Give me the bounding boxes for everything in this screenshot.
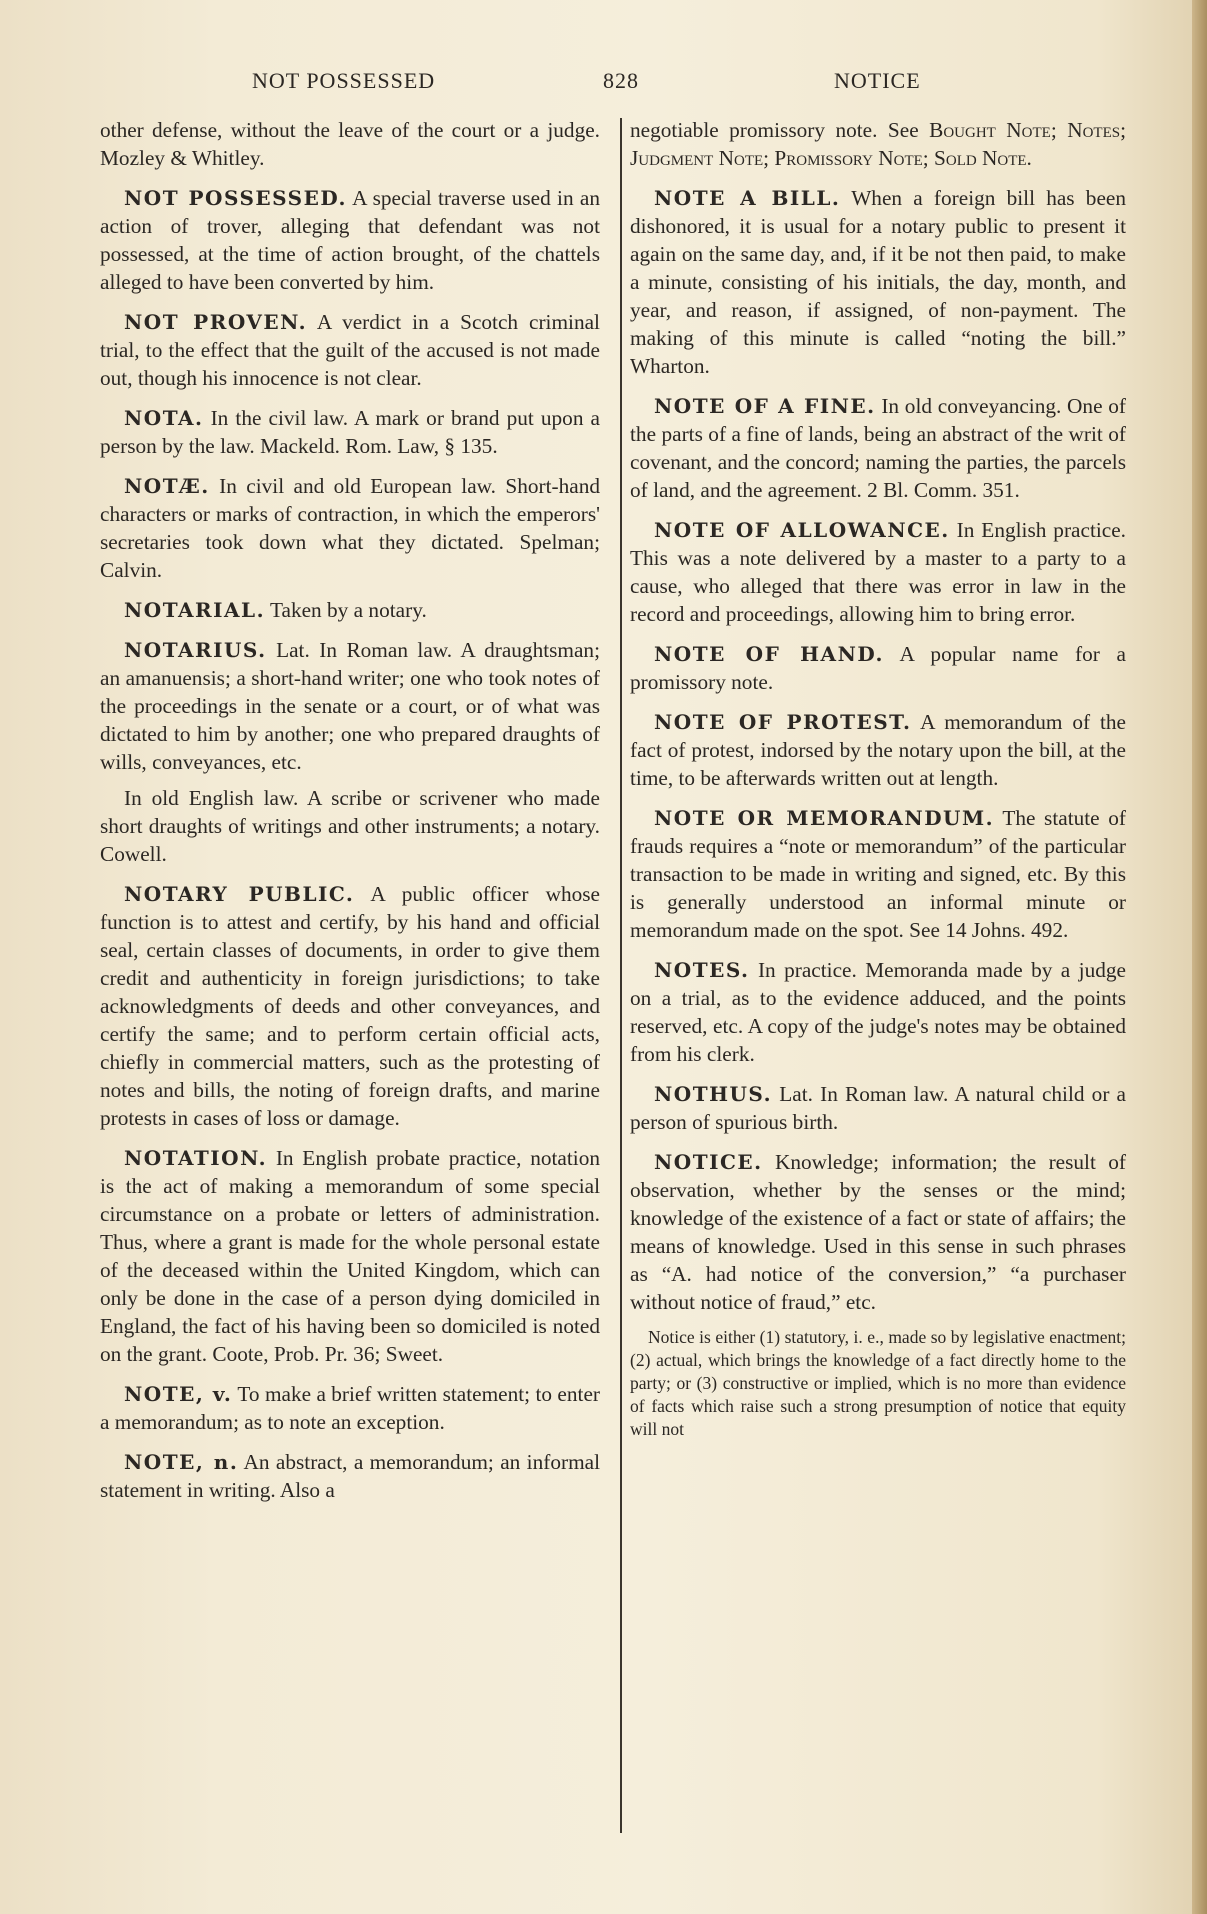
entry-text: Lat. In Roman law. A natural child or a person of spurious birth. bbox=[630, 1082, 1127, 1134]
entry-text: A verdict in a Scotch criminal trial, to the effect that the guilt of the accused is not made out, though his innocence is not clear. bbox=[100, 310, 600, 390]
headword: NOTARIUS. bbox=[124, 638, 267, 662]
running-header bbox=[0, 68, 1192, 102]
entry-continuation bbox=[630, 116, 1126, 172]
left-column bbox=[100, 116, 600, 1516]
entry-text: A public officer whose function is to attest and certify, by his hand and official seal, certain classes of documents, in order to give them credit and authenticity in foreign jurisdictions; to take acknowledgments of deeds and other conveyances, and certify the same; and to perform certain official acts, chiefly in commercial matters, such as the protesting of notes and bills, the noting of foreign drafts, and marine protests in cases of loss or damage. bbox=[100, 882, 600, 1130]
headword: NOT PROVEN. bbox=[124, 310, 308, 334]
entry-notarial bbox=[100, 596, 600, 624]
headword: NOTES. bbox=[654, 958, 750, 982]
entry-note-of-hand bbox=[630, 640, 1126, 696]
headword: NOT POSSESSED. bbox=[124, 186, 347, 210]
right-column bbox=[630, 116, 1126, 1453]
headword: NOTE OR MEMORANDUM. bbox=[654, 806, 995, 830]
entry-text: In old English law. A scribe or scrivener who made short draughts of writings and other instruments; a notary. Cowell. bbox=[100, 786, 600, 866]
entry-text: In practice. Memoranda made by a judge on a trial, as to the evidence adduced, and the points reserved, etc. A copy of the judge's notes may be obtained from his clerk. bbox=[630, 958, 1126, 1066]
entry-note-noun bbox=[100, 1448, 600, 1504]
headword: NOTICE. bbox=[654, 1150, 763, 1174]
entry-notarius-subsense bbox=[100, 784, 600, 868]
entry-text: Taken by a notary. bbox=[269, 598, 427, 622]
entry-text: An abstract, a memorandum; an informal statement in writing. Also a bbox=[100, 1450, 601, 1502]
headword: NOTHUS. bbox=[654, 1082, 773, 1106]
entry-notarius bbox=[100, 636, 600, 776]
entry-note-of-protest bbox=[630, 708, 1126, 792]
headword: NOTARY PUBLIC. bbox=[124, 882, 355, 906]
entry-note-or-memorandum bbox=[630, 804, 1126, 944]
entry-text: A popular name for a promissory note. bbox=[630, 642, 1127, 694]
entry-text: In civil and old European law. Short-hand characters or marks of contraction, in which the emperors' secretaries took down what they dictated. Spelman; Calvin. bbox=[100, 474, 601, 582]
entry-note-a-bill bbox=[630, 184, 1126, 380]
entry-text: negotiable promissory note. See bbox=[630, 118, 919, 142]
entry-not-possessed bbox=[100, 184, 600, 296]
header-right-guideword: NOTICE bbox=[834, 68, 921, 93]
entry-text: The statute of frauds requires a “note or memorandum” of the particular transaction to be made in writing and signed, etc. By this is generally understood an informal minute or memorandum made on the spot. See 14 Johns. 492. bbox=[630, 806, 1126, 942]
headword: NOTE A BILL. bbox=[654, 186, 841, 210]
entry-text: In English practice. This was a note delivered by a master to a party to a cause, who alleged that there was error in law in the record and proceedings, allowing him to bring error. bbox=[630, 518, 1127, 626]
headword: NOTÆ. bbox=[124, 474, 210, 498]
entry-notae bbox=[100, 472, 600, 584]
headword: NOTE OF ALLOWANCE. bbox=[654, 518, 950, 542]
headword: NOTE, n. bbox=[124, 1450, 239, 1474]
entry-text: When a foreign bill has been dishonored, it is usual for a notary public to present it again on the same day, and, if it be not then paid, to make a minute, consisting of his initials, the day, month, and year, and reason, if assigned, of non-payment. The making of this minute is called “noting the bill.” Wharton. bbox=[630, 186, 1126, 378]
headword: NOTE, v. bbox=[124, 1382, 233, 1406]
cross-references: Bought Note; Notes; Judgment Note; Promissory Note; Sold Note. bbox=[630, 118, 1126, 170]
entry-text: In English probate practice, notation is the act of making a memorandum of some special circumstance on a probate or letters of administration. Thus, where a grant is made for the whole personal estate of the deceased within the United Kingdom, which can only be done in the case of a person dying domiciled in England, the fact of his having been so domiciled is noted on the grant. Coote, Prob. Pr. 36; Sweet. bbox=[100, 1146, 601, 1366]
headword: NOTE OF HAND. bbox=[654, 642, 884, 666]
entry-note-verb bbox=[100, 1380, 600, 1436]
notice-small-print: Notice is either (1) statutory, i. e., made so by legislative enactment; (2) actual, which brings the knowledge of a fact directly home to the party; or (3) constructive or implied, which is no more than evidence of facts which raise such a strong presumption of notice that equity will not bbox=[630, 1327, 1126, 1439]
entry-notes bbox=[630, 956, 1126, 1068]
entry-notary-public bbox=[100, 880, 600, 1132]
entry-nota bbox=[100, 404, 600, 460]
headword: NOTATION. bbox=[124, 1146, 268, 1170]
headword: NOTARIAL. bbox=[124, 598, 266, 622]
column-divider bbox=[620, 118, 622, 1833]
entry-nothus bbox=[630, 1080, 1126, 1136]
book-binding-edge bbox=[1192, 0, 1207, 1914]
entry-text: other defense, without the leave of the court or a judge. Mozley & Whitley. bbox=[100, 118, 600, 170]
entry-note-of-a-fine bbox=[630, 392, 1126, 504]
entry-notice bbox=[630, 1148, 1126, 1316]
headword: NOTA. bbox=[124, 406, 204, 430]
headword: NOTE OF A FINE. bbox=[654, 394, 876, 418]
entry-continuation bbox=[100, 116, 600, 172]
entry-note-of-allowance bbox=[630, 516, 1126, 628]
headword: NOTE OF PROTEST. bbox=[654, 710, 912, 734]
entry-text: Lat. In Roman law. A draughtsman; an amanuensis; a short-hand writer; one who took notes of the proceedings in the senate or a court, or of what was dictated to him by another; one who prepared draughts of wills, conveyances, etc. bbox=[100, 638, 601, 774]
entry-text: A memorandum of the fact of protest, indorsed by the notary upon the bill, at the time, to be afterwards written out at length. bbox=[630, 710, 1126, 790]
entry-text: Knowledge; information; the result of observation, whether by the senses or the mind; knowledge of the existence of a fact or state of affairs; the means of knowledge. Used in this sense in such phrases as “A. had notice of the conversion,” “a purchaser without notice of fraud,” etc. bbox=[630, 1150, 1126, 1314]
page-number: 828 bbox=[603, 68, 639, 93]
entry-text: A special traverse used in an action of trover, alleging that defendant was not possessed, at the time of action brought, of the chattels alleged to have been converted by him. bbox=[100, 186, 600, 294]
entry-notation bbox=[100, 1144, 600, 1368]
header-left-guideword: NOT POSSESSED bbox=[252, 68, 436, 93]
entry-text: To make a brief written statement; to enter a memorandum; as to note an exception. bbox=[100, 1382, 600, 1434]
entry-text: In the civil law. A mark or brand put upon a person by the law. Mackeld. Rom. Law, § 135. bbox=[100, 406, 600, 458]
entry-text: In old conveyancing. One of the parts of a fine of lands, being an abstract of the writ of covenant, and the concord; naming the parties, the parcels of land, and the agreement. 2 Bl. Comm. 351. bbox=[630, 394, 1127, 502]
entry-not-proven bbox=[100, 308, 600, 392]
